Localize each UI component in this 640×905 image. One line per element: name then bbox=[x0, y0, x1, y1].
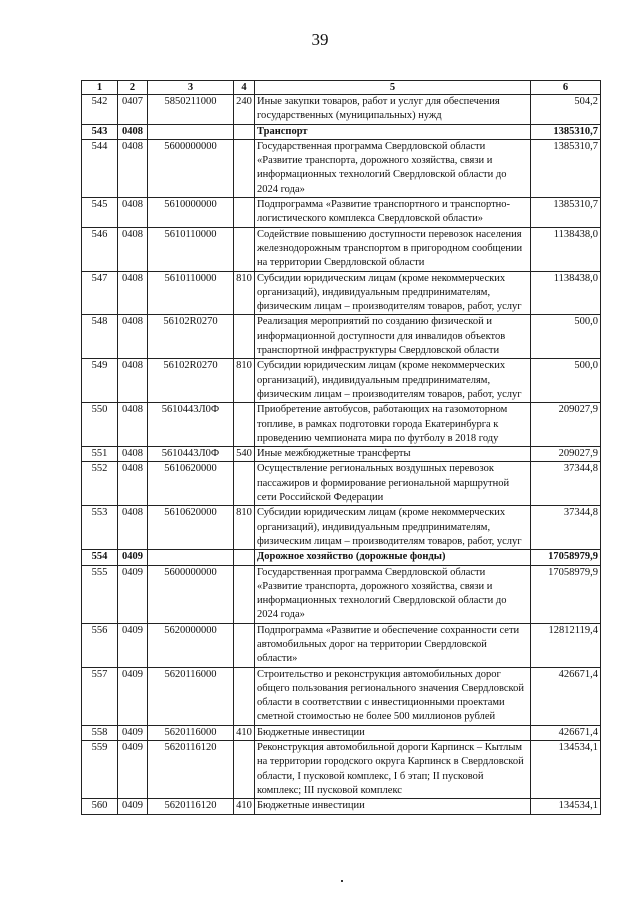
target-code-cell: 5850211000 bbox=[148, 95, 234, 125]
table-row bbox=[82, 447, 601, 462]
row-number-cell: 550 bbox=[82, 403, 118, 447]
amount-cell: 134534,1 bbox=[531, 799, 601, 814]
table-row bbox=[82, 550, 601, 565]
description-cell: Приобретение автобусов, работающих на газомоторном топливе, в рамках подготовки города Екатеринбурга к проведению чемпионата мира по футболу в 2018 году bbox=[255, 403, 531, 447]
description-cell: Строительство и реконструкция автомобильных дорог общего пользования регионального значения Свердловской области в соответствии с инвестиционными проектами сметной стоимостью не более 500 миллионов рублей bbox=[255, 667, 531, 725]
column-header: 2 bbox=[118, 81, 148, 95]
target-code-cell: 5620116120 bbox=[148, 799, 234, 814]
target-code-cell: 5610443Л0Ф bbox=[148, 403, 234, 447]
description-cell: Государственная программа Свердловской области «Развитие транспорта, дорожного хозяйства, связи и информационных технологий Свердловской области до 2024 года» bbox=[255, 139, 531, 197]
description-cell: Бюджетные инвестиции bbox=[255, 799, 531, 814]
section-code-cell: 0407 bbox=[118, 95, 148, 125]
row-number-cell: 552 bbox=[82, 462, 118, 506]
section-code-cell: 0408 bbox=[118, 271, 148, 315]
section-code-cell: 0408 bbox=[118, 447, 148, 462]
row-number-cell: 549 bbox=[82, 359, 118, 403]
expense-type-cell bbox=[234, 227, 255, 271]
description-cell: Бюджетные инвестиции bbox=[255, 725, 531, 740]
expense-type-cell bbox=[234, 315, 255, 359]
description-cell: Реконструкция автомобильной дороги Карпинск – Кытлым на территории городского округа Карпинск в Свердловской области, I пусковой комплекс, I б этап; II пусковой комплекс; III пусковой комплекс bbox=[255, 741, 531, 799]
description-cell: Реализация мероприятий по созданию физической и информационной доступности для инвалидов объектов транспортной инфраструктуры Свердловской области bbox=[255, 315, 531, 359]
row-number-cell: 546 bbox=[82, 227, 118, 271]
expense-type-cell: 810 bbox=[234, 506, 255, 550]
table-row bbox=[82, 95, 601, 125]
table-row bbox=[82, 359, 601, 403]
amount-cell: 12812119,4 bbox=[531, 623, 601, 667]
section-code-cell: 0409 bbox=[118, 725, 148, 740]
section-code-cell: 0408 bbox=[118, 198, 148, 228]
expense-type-cell: 410 bbox=[234, 799, 255, 814]
section-code-cell: 0408 bbox=[118, 506, 148, 550]
row-number-cell: 544 bbox=[82, 139, 118, 197]
row-number-cell: 553 bbox=[82, 506, 118, 550]
table-row bbox=[82, 462, 601, 506]
amount-cell: 37344,8 bbox=[531, 462, 601, 506]
stray-mark bbox=[341, 880, 343, 882]
amount-cell: 1385310,7 bbox=[531, 139, 601, 197]
expense-type-cell: 810 bbox=[234, 359, 255, 403]
description-cell: Иные закупки товаров, работ и услуг для обеспечения государственных (муниципальных) нужд bbox=[255, 95, 531, 125]
table-row bbox=[82, 315, 601, 359]
target-code-cell: 5600000000 bbox=[148, 139, 234, 197]
amount-cell: 1385310,7 bbox=[531, 198, 601, 228]
page-number: 39 bbox=[311, 30, 329, 49]
target-code-cell: 5610443Л0Ф bbox=[148, 447, 234, 462]
section-code-cell: 0409 bbox=[118, 741, 148, 799]
table-row bbox=[82, 741, 601, 799]
row-number-cell: 558 bbox=[82, 725, 118, 740]
amount-cell: 37344,8 bbox=[531, 506, 601, 550]
column-header: 3 bbox=[148, 81, 234, 95]
description-cell: Подпрограмма «Развитие и обеспечение сохранности сети автомобильных дорог на территории Свердловской области» bbox=[255, 623, 531, 667]
row-number-cell: 545 bbox=[82, 198, 118, 228]
section-code-cell: 0408 bbox=[118, 315, 148, 359]
column-header: 1 bbox=[82, 81, 118, 95]
row-number-cell: 542 bbox=[82, 95, 118, 125]
amount-cell: 500,0 bbox=[531, 359, 601, 403]
table-row bbox=[82, 506, 601, 550]
row-number-cell: 559 bbox=[82, 741, 118, 799]
row-number-cell: 560 bbox=[82, 799, 118, 814]
target-code-cell: 5610620000 bbox=[148, 506, 234, 550]
description-cell: Подпрограмма «Развитие транспортного и транспортно-логистического комплекса Свердловской области» bbox=[255, 198, 531, 228]
section-code-cell: 0409 bbox=[118, 667, 148, 725]
description-cell: Иные межбюджетные трансферты bbox=[255, 447, 531, 462]
expense-type-cell bbox=[234, 124, 255, 139]
target-code-cell: 56102R0270 bbox=[148, 315, 234, 359]
section-code-cell: 0409 bbox=[118, 565, 148, 623]
amount-cell: 1138438,0 bbox=[531, 227, 601, 271]
section-code-cell: 0409 bbox=[118, 623, 148, 667]
description-cell: Транспорт bbox=[255, 124, 531, 139]
section-code-cell: 0409 bbox=[118, 550, 148, 565]
amount-cell: 504,2 bbox=[531, 95, 601, 125]
target-code-cell: 5620000000 bbox=[148, 623, 234, 667]
section-code-cell: 0408 bbox=[118, 139, 148, 197]
amount-cell: 17058979,9 bbox=[531, 565, 601, 623]
description-cell: Осуществление региональных воздушных перевозок пассажиров и формирование региональной маршрутной сети Российской Федерации bbox=[255, 462, 531, 506]
target-code-cell: 5610620000 bbox=[148, 462, 234, 506]
table-row bbox=[82, 725, 601, 740]
target-code-cell: 5610110000 bbox=[148, 271, 234, 315]
row-number-cell: 548 bbox=[82, 315, 118, 359]
expense-type-cell: 410 bbox=[234, 725, 255, 740]
expense-type-cell bbox=[234, 565, 255, 623]
table-row bbox=[82, 227, 601, 271]
table-row bbox=[82, 667, 601, 725]
amount-cell: 1138438,0 bbox=[531, 271, 601, 315]
expense-type-cell bbox=[234, 198, 255, 228]
row-number-cell: 543 bbox=[82, 124, 118, 139]
expense-type-cell: 240 bbox=[234, 95, 255, 125]
target-code-cell: 5610110000 bbox=[148, 227, 234, 271]
expense-type-cell bbox=[234, 403, 255, 447]
target-code-cell: 5600000000 bbox=[148, 565, 234, 623]
expense-type-cell bbox=[234, 667, 255, 725]
description-cell: Государственная программа Свердловской области «Развитие транспорта, дорожного хозяйства, связи и информационных технологий Свердловской области до 2024 года» bbox=[255, 565, 531, 623]
amount-cell: 209027,9 bbox=[531, 447, 601, 462]
description-cell: Содействие повышению доступности перевозок населения железнодорожным транспортом в пригородном сообщении на территории Свердловской области bbox=[255, 227, 531, 271]
amount-cell: 500,0 bbox=[531, 315, 601, 359]
row-number-cell: 554 bbox=[82, 550, 118, 565]
expense-type-cell bbox=[234, 741, 255, 799]
table-row bbox=[82, 198, 601, 228]
table-row bbox=[82, 139, 601, 197]
description-cell: Субсидии юридическим лицам (кроме некоммерческих организаций), индивидуальным предпринимателям, физическим лицам – производителям товаров, работ, услуг bbox=[255, 271, 531, 315]
header-row bbox=[82, 81, 601, 95]
description-cell: Субсидии юридическим лицам (кроме некоммерческих организаций), индивидуальным предпринимателям, физическим лицам – производителям товаров, работ, услуг bbox=[255, 359, 531, 403]
amount-cell: 426671,4 bbox=[531, 667, 601, 725]
target-code-cell: 56102R0270 bbox=[148, 359, 234, 403]
table-row bbox=[82, 124, 601, 139]
row-number-cell: 555 bbox=[82, 565, 118, 623]
table-row bbox=[82, 565, 601, 623]
column-header: 6 bbox=[531, 81, 601, 95]
target-code-cell: 5620116000 bbox=[148, 725, 234, 740]
section-code-cell: 0409 bbox=[118, 799, 148, 814]
target-code-cell bbox=[148, 550, 234, 565]
expense-type-cell bbox=[234, 462, 255, 506]
amount-cell: 134534,1 bbox=[531, 741, 601, 799]
row-number-cell: 557 bbox=[82, 667, 118, 725]
row-number-cell: 556 bbox=[82, 623, 118, 667]
section-code-cell: 0408 bbox=[118, 124, 148, 139]
target-code-cell: 5620116000 bbox=[148, 667, 234, 725]
expense-type-cell bbox=[234, 623, 255, 667]
amount-cell: 1385310,7 bbox=[531, 124, 601, 139]
row-number-cell: 551 bbox=[82, 447, 118, 462]
table-body bbox=[82, 95, 601, 815]
target-code-cell: 5610000000 bbox=[148, 198, 234, 228]
column-header: 5 bbox=[255, 81, 531, 95]
section-code-cell: 0408 bbox=[118, 403, 148, 447]
section-code-cell: 0408 bbox=[118, 359, 148, 403]
description-cell: Субсидии юридическим лицам (кроме некоммерческих организаций), индивидуальным предпринимателям, физическим лицам – производителям товаров, работ, услуг bbox=[255, 506, 531, 550]
table-row bbox=[82, 623, 601, 667]
expense-type-cell bbox=[234, 139, 255, 197]
table-row bbox=[82, 403, 601, 447]
amount-cell: 209027,9 bbox=[531, 403, 601, 447]
expense-type-cell bbox=[234, 550, 255, 565]
section-code-cell: 0408 bbox=[118, 227, 148, 271]
table-row bbox=[82, 271, 601, 315]
expense-type-cell: 540 bbox=[234, 447, 255, 462]
amount-cell: 426671,4 bbox=[531, 725, 601, 740]
description-cell: Дорожное хозяйство (дорожные фонды) bbox=[255, 550, 531, 565]
section-code-cell: 0408 bbox=[118, 462, 148, 506]
expense-type-cell: 810 bbox=[234, 271, 255, 315]
column-header: 4 bbox=[234, 81, 255, 95]
amount-cell: 17058979,9 bbox=[531, 550, 601, 565]
target-code-cell: 5620116120 bbox=[148, 741, 234, 799]
table-row bbox=[82, 799, 601, 814]
budget-table bbox=[81, 80, 601, 815]
target-code-cell bbox=[148, 124, 234, 139]
row-number-cell: 547 bbox=[82, 271, 118, 315]
